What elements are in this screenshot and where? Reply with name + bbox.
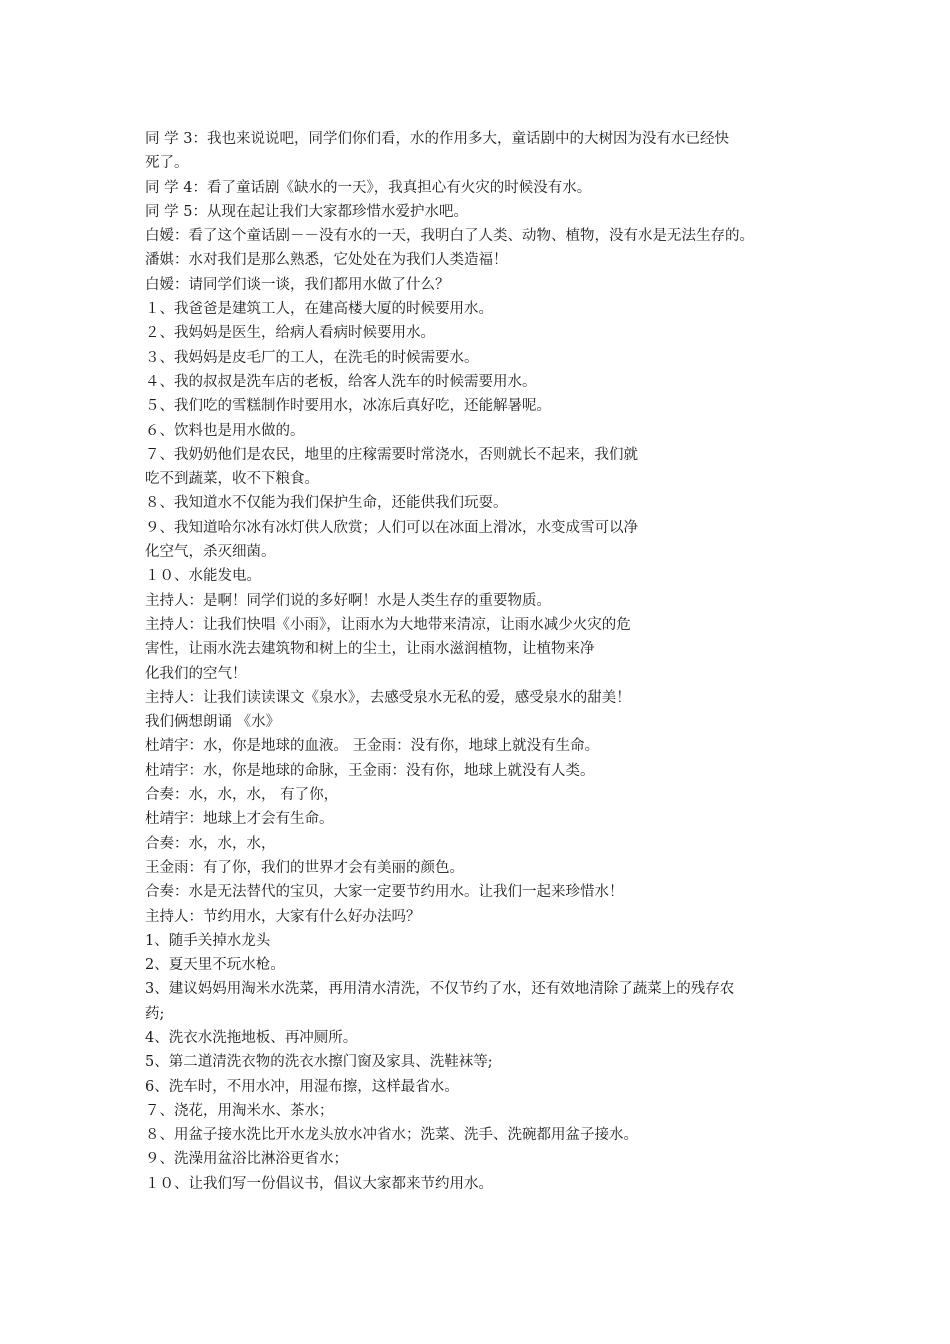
text-line: 潘娸：水对我们是那么熟悉，它处处在为我们人类造福！ [145,252,508,269]
text-line: 药; [145,1005,165,1022]
text-line: 化我们的空气！ [145,665,247,682]
text-line: ３、我妈妈是皮毛厂的工人，在洗毛的时候需要水。 [145,349,479,366]
text-line: ４、我的叔叔是洗车店的老板，给客人洗车的时候需要用水。 [145,373,537,390]
text-line: 3、建议妈妈用淘米水洗菜，再用清水清洗，不仅节约了水，还有效地清除了蔬菜上的残存农 [145,981,735,998]
text-line: 杜靖宇：水，你是地球的血液。 王金雨：没有你，地球上就没有生命。 [145,738,600,755]
text-line: 死了。 [145,155,189,172]
text-line: ８、我知道水不仅能为我们保护生命，还能供我们玩耍。 [145,495,508,512]
text-line: 主持人：是啊！同学们说的多好啊！水是人类生存的重要物质。 [145,592,551,609]
text-line: 5、第二道清洗衣物的洗衣水擦门窗及家具、洗鞋袜等; [145,1054,493,1071]
text-line: 同 学 5：从现在起让我们大家都珍惜水爱护水吧。 [145,203,468,220]
text-line: 杜靖宇：地球上才会有生命。 [145,811,334,828]
text-line: 1、随手关掉水龙头 [145,932,271,949]
text-line: 化空气，杀灭细菌。 [145,544,276,561]
text-line: ７、我奶奶他们是农民，地里的庄稼需要时常浇水，否则就长不起来，我们就 [145,446,638,463]
text-line: 主持人：节约用水，大家有什么好办法吗？ [145,908,421,925]
text-line: 主持人：让我们快唱《小雨》，让雨水为大地带来清凉，让雨水减少火灾的危 [145,616,631,633]
text-line: ８、用盆子接水洗比开水龙头放水冲省水；洗菜、洗手、洗碗都用盆子接水。 [145,1127,638,1144]
text-line: 4、洗衣水洗拖地板、再冲厕所。 [145,1029,358,1046]
text-line: ９、我知道哈尔冰有冰灯供人欣赏；人们可以在冰面上滑冰，水变成雪可以净 [145,519,638,536]
text-line: 我们俩想朗诵 《水》 [145,714,281,731]
text-line: 2、夏天里不玩水枪。 [145,957,285,974]
text-line: 6、洗车时，不用水冲，用湿布擦，这样最省水。 [145,1078,459,1095]
text-line: １０、让我们写一份倡议书，倡议大家都来节约用水。 [145,1175,493,1192]
text-line: 王金雨：有了你，我们的世界才会有美丽的颜色。 [145,859,464,876]
text-line: ６、饮料也是用水做的。 [145,422,305,439]
text-line: 吃不到蔬菜，收不下粮食。 [145,471,319,488]
text-line: 主持人：让我们读读课文《泉水》，去感受泉水无私的爱，感受泉水的甜美！ [145,689,631,706]
text-line: ７、浇花，用淘米水、茶水； [145,1102,334,1119]
text-line: 同 学 3：我也来说说吧，同学们你们看，水的作用多大，童话剧中的大树因为没有水已经快 [145,131,729,147]
text-line: 合奏：水，水，水， [145,835,276,852]
text-line: ２、我妈妈是医生，给病人看病时候要用水。 [145,325,435,342]
text-line: ５、我们吃的雪糕制作时要用水，冰冻后真好吃，还能解暑呢。 [145,398,551,415]
text-line: １、我爸爸是建筑工人，在建高楼大厦的时候要用水。 [145,301,493,318]
text-line: 害性，让雨水洗去建筑物和树上的尘土，让雨水滋润植物，让植物来净 [145,641,595,658]
document-body [145,127,815,1196]
text-line: 同 学 4：看了童话剧《缺水的一天》，我真担心有火灾的时候没有水。 [145,179,592,196]
text-line: 合奏：水是无法替代的宝贝，大家一定要节约用水。让我们一起来珍惜水！ [145,884,624,901]
text-line: ９、洗澡用盆浴比淋浴更省水； [145,1151,348,1168]
text-line: 杜靖宇：水，你是地球的命脉，王金雨：没有你，地球上就没有人类。 [145,762,595,779]
text-line: 合奏：水，水，水， 有了你， [145,787,339,804]
text-line: 白嫒：请同学们谈一谈，我们都用水做了什么？ [145,276,450,293]
text-line: 白嫒：看了这个童话剧－－没有水的一天，我明白了人类、动物、植物，没有水是无法生存的。 [145,228,754,245]
text-line: １０、水能发电。 [145,568,261,585]
